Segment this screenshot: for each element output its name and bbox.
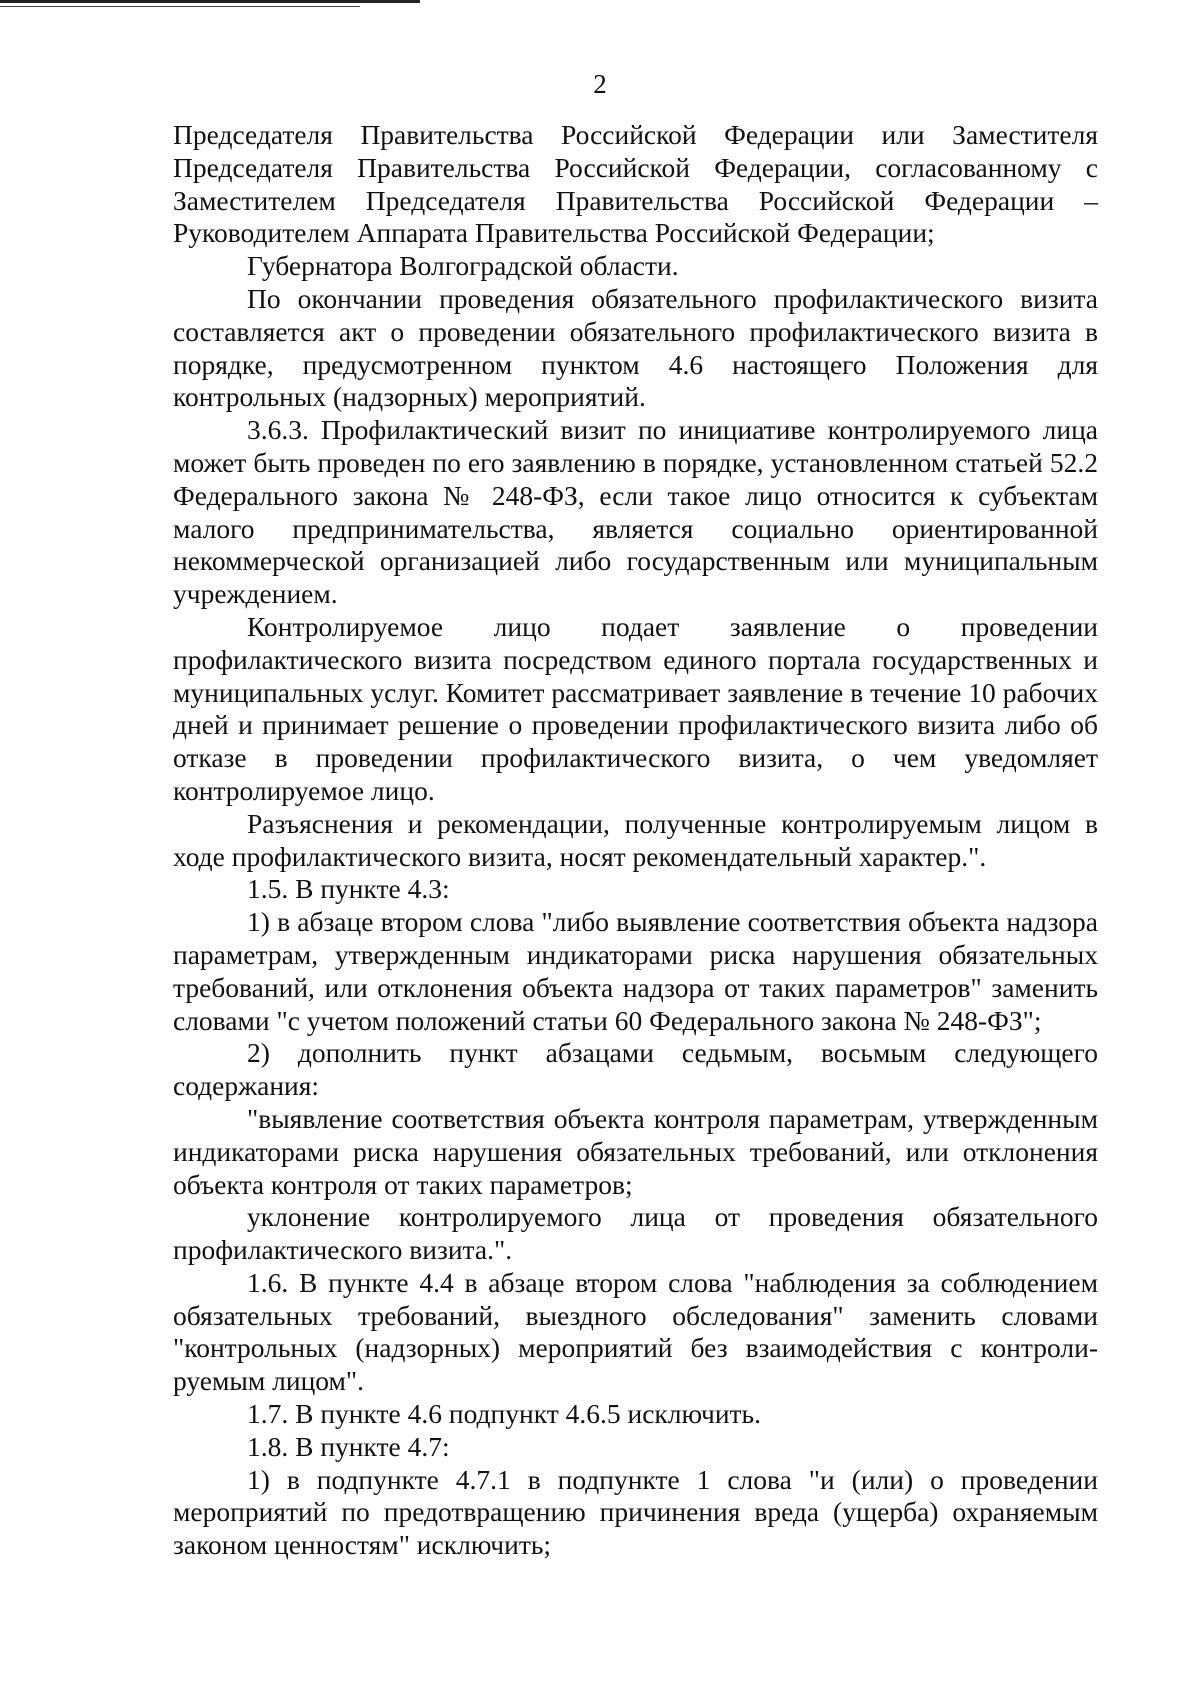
paragraph-8: 1) в абзаце втором слова "либо выявление соответствия объекта надзора параметрам, утвержденным индикаторами риска нарушения обязательных требований, или отклонения объекта надзора от таких параметров" заменить словами "с учетом положений статьи 60 Федерального закона № 248-ФЗ"; — [173, 906, 1098, 1036]
scan-edge-line — [0, 0, 420, 3]
paragraph-4: 3.6.3. Профилактический визит по инициативе контролируемого лица может быть проведен по его заявлению в порядке, установленном статьей 52.2 Федерального закона № 248-ФЗ, если такое лицо относится к субъектам малого предпринимательства, является социально ориентированной некоммерческой организацией либо государственным или муниципальным учреждением. — [173, 414, 1098, 610]
paragraph-2: Губернатора Волгоградской области. — [247, 250, 679, 282]
paragraph-13: 1.7. В пункте 4.6 подпункт 4.6.5 исключить. — [247, 1398, 761, 1430]
paragraph-5: Контролируемое лицо подает заявление о проведении профилактического визита посредством единого портала государственных и муниципальных услуг. Комитет рассматривает заявление в течение 10 рабочих дней и принимает решение о проведении профилактического визита либо об отказе в проведении профилактического визита, о чем уведомляет контролируемое лицо. — [173, 610, 1098, 806]
paragraph-14: 1.8. В пункте 4.7: — [247, 1430, 450, 1462]
paragraph-12: 1.6. В пункте 4.4 в абзаце втором слова "наблюдения за соблюдением обязательных требований, выездного обследования" заменить словами "контрольных (надзорных) мероприятий без взаимодействия с контролируемым лицом". — [173, 1266, 1098, 1397]
paragraph-15: 1) в подпункте 4.7.1 в подпункте 1 слова "и (или) о проведении мероприятий по предотвращению причинения вреда (ущерба) охраняемым законом ценностям" исключить; — [173, 1463, 1098, 1561]
document-body — [173, 119, 1098, 1562]
paragraph-3: По окончании проведения обязательного профилактического визита составляется акт о проведении обязательного профилактического визита в порядке, предусмотренном пунктом 4.6 настоящего Положения для контрольных (надзорных) мероприятий. — [173, 282, 1098, 413]
page-number: 2 — [593, 69, 607, 99]
scan-edge-line-secondary — [0, 6, 360, 7]
paragraph-7: 1.5. В пункте 4.3: — [247, 873, 450, 905]
paragraph-1: Председателя Правительства Российской Федерации или Заместителя Председателя Правительства Российской Федерации, согласованному с Заместителем Председателя Правительства Российской Федерации – Руководителем Аппарата Правительства Российской Федерации; — [173, 119, 1098, 249]
paragraph-11: уклонение контролируемого лица от проведения обязательного профилактического визита.". — [173, 1201, 1098, 1266]
paragraph-6: Разъяснения и рекомендации, полученные контролируемым лицом в ходе профилактического визита, носят рекомендательный характер.". — [173, 807, 1098, 872]
paragraph-9: 2) дополнить пункт абзацами седьмым, восьмым следующего содержания: — [173, 1037, 1098, 1102]
paragraph-10: "выявление соответствия объекта контроля параметрам, утвержденным индикаторами риска нарушения обязательных требований, или отклонения объекта контроля от таких параметров; — [173, 1102, 1098, 1200]
